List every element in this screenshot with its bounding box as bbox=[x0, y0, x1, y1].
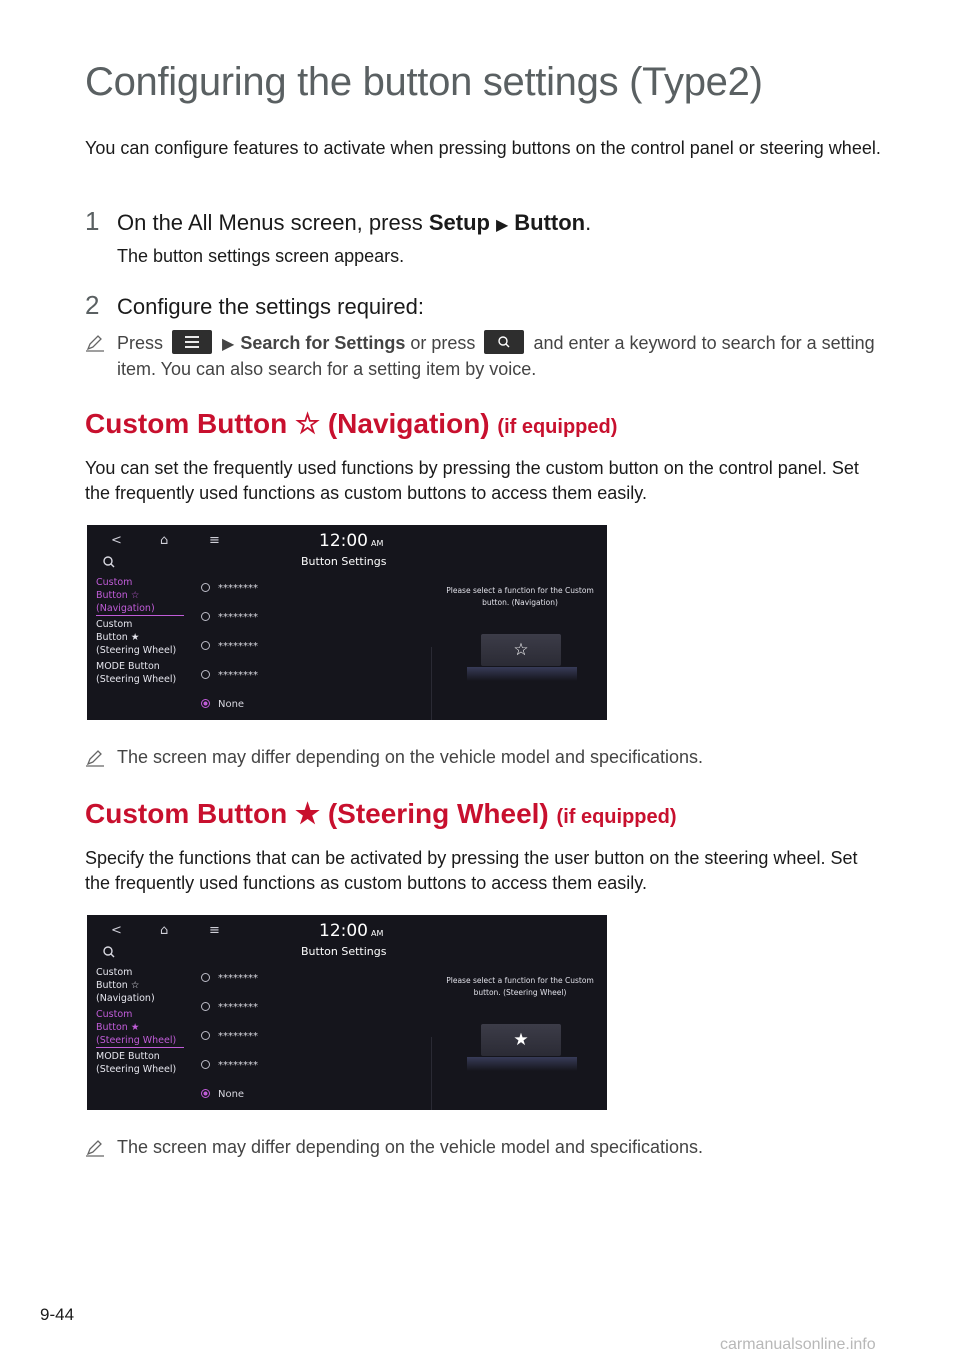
clock-time: 12:00 bbox=[319, 921, 368, 941]
option-label: ******** bbox=[218, 641, 258, 652]
sidebar-active-underline bbox=[96, 1047, 184, 1048]
option-label: ******** bbox=[218, 670, 258, 681]
radio-icon bbox=[201, 670, 210, 679]
note-text: The screen may differ depending on the vehicle model and specifications. bbox=[117, 1137, 704, 1157]
step-1-prefix: On the All Menus screen, press bbox=[117, 210, 423, 235]
screenshot-steering bbox=[87, 915, 607, 1110]
button-menu-label: Button bbox=[514, 210, 586, 235]
screenshot-navigation bbox=[87, 525, 607, 720]
note-or-press: or press bbox=[410, 333, 476, 353]
clock bbox=[319, 921, 383, 941]
clock bbox=[319, 531, 383, 551]
sidebar-item-custom-steering: Custom Button ★ (Steering Wheel) bbox=[96, 1009, 177, 1046]
pencil-note-icon bbox=[85, 332, 105, 352]
setup-menu-label: Setup bbox=[428, 210, 490, 235]
option-item bbox=[201, 583, 258, 594]
note-text: The screen may differ depending on the vehicle model and specifications. bbox=[117, 747, 704, 767]
option-item bbox=[201, 612, 258, 623]
sidebar-item-mode-button: MODE Button (Steering Wheel) bbox=[96, 661, 177, 685]
section-steering-desc: Specify the functions that can be activated by pressing the user button on the steering wheel. Set the frequently used functions as custom buttons to access them easily. bbox=[85, 848, 858, 893]
option-item bbox=[201, 641, 258, 652]
divider bbox=[431, 647, 432, 720]
back-icon: < bbox=[111, 533, 122, 548]
note-press: Press bbox=[117, 333, 164, 353]
sidebar-item-custom-steering: Custom Button ★ (Steering Wheel) bbox=[96, 619, 177, 656]
page-title: Configuring the button settings (Type2) bbox=[85, 60, 763, 104]
menu-icon bbox=[172, 330, 212, 354]
screen-title: Button Settings bbox=[301, 945, 387, 958]
option-label: ******** bbox=[218, 1002, 258, 1013]
divider bbox=[431, 1037, 432, 1110]
hint-text: Please select a function for the Custom button. (Steering Wheel) bbox=[446, 976, 594, 997]
radio-icon bbox=[201, 641, 210, 650]
pencil-note-icon bbox=[85, 1137, 105, 1157]
button-glow bbox=[467, 1057, 577, 1071]
step-1 bbox=[85, 206, 591, 237]
radio-icon bbox=[201, 583, 210, 592]
sidebar-item-custom-navigation: Custom Button ☆ (Navigation) bbox=[96, 967, 155, 1004]
step-1-suffix: . bbox=[585, 210, 592, 235]
radio-icon bbox=[201, 1031, 210, 1040]
option-label: None bbox=[218, 699, 245, 710]
intro-paragraph: You can configure features to activate when pressing buttons on the control panel or steering wheel. bbox=[85, 138, 881, 158]
if-equipped-label: (if equipped) bbox=[556, 806, 677, 828]
option-item bbox=[201, 973, 258, 984]
search-for-settings-label: Search for Settings bbox=[240, 333, 406, 353]
sidebar-active-underline bbox=[96, 615, 184, 616]
option-item bbox=[201, 1002, 258, 1013]
section-title-text: Custom Button ☆ (Navigation) bbox=[85, 408, 490, 439]
radio-icon bbox=[201, 1060, 210, 1069]
section-title-text: Custom Button ★ (Steering Wheel) bbox=[85, 798, 549, 829]
note-rest: and enter a keyword to search for a setting item. You can also search for a setting item by voice. bbox=[117, 333, 875, 379]
screen-note bbox=[85, 1135, 885, 1160]
search-note bbox=[85, 330, 885, 382]
radio-icon bbox=[201, 973, 210, 982]
search-icon bbox=[484, 330, 524, 354]
screen-note bbox=[85, 745, 885, 770]
option-label: ******** bbox=[218, 583, 258, 594]
hint-text: Please select a function for the Custom button. (Navigation) bbox=[446, 586, 594, 607]
home-icon: ⌂ bbox=[160, 533, 169, 548]
search-icon bbox=[102, 945, 116, 959]
menu-icon: ≡ bbox=[209, 533, 220, 548]
option-item-none bbox=[201, 1089, 244, 1100]
star-filled-icon: ★ bbox=[481, 1024, 561, 1056]
triangle-right-icon: ▶ bbox=[495, 217, 509, 234]
option-item bbox=[201, 1031, 258, 1042]
triangle-right-icon: ▶ bbox=[222, 336, 235, 353]
section-title-navigation bbox=[85, 407, 617, 440]
home-icon: ⌂ bbox=[160, 923, 169, 938]
step-2 bbox=[85, 290, 424, 321]
sidebar-item-mode-button: MODE Button (Steering Wheel) bbox=[96, 1051, 177, 1075]
watermark: carmanualsonline.info bbox=[720, 1336, 876, 1353]
option-label: ******** bbox=[218, 1031, 258, 1042]
section-title-steering bbox=[85, 797, 677, 830]
radio-selected-icon bbox=[201, 699, 210, 708]
option-label: ******** bbox=[218, 1060, 258, 1071]
option-label: None bbox=[218, 1089, 245, 1100]
search-icon bbox=[102, 555, 116, 569]
clock-ampm: AM bbox=[371, 929, 384, 938]
option-label: ******** bbox=[218, 973, 258, 984]
option-item bbox=[201, 1060, 258, 1071]
if-equipped-label: (if equipped) bbox=[497, 416, 618, 438]
step-number: 1 bbox=[85, 206, 100, 236]
menu-icon: ≡ bbox=[209, 923, 220, 938]
star-outline-icon: ☆ bbox=[481, 634, 561, 666]
option-item bbox=[201, 670, 258, 681]
option-label: ******** bbox=[218, 612, 258, 623]
back-icon: < bbox=[111, 923, 122, 938]
radio-icon bbox=[201, 1002, 210, 1011]
step-number: 2 bbox=[85, 290, 100, 320]
radio-icon bbox=[201, 612, 210, 621]
button-glow bbox=[467, 667, 577, 681]
pencil-note-icon bbox=[85, 747, 105, 767]
option-item-none bbox=[201, 699, 244, 710]
clock-time: 12:00 bbox=[319, 531, 368, 551]
section-navigation-desc: You can set the frequently used functions by pressing the custom button on the control panel. Set the frequently used functions as custom buttons to access them easily. bbox=[85, 458, 859, 503]
page-number: 9-44 bbox=[40, 1305, 75, 1324]
screen-title: Button Settings bbox=[301, 555, 387, 568]
sidebar-item-custom-navigation: Custom Button ☆ (Navigation) bbox=[96, 577, 155, 614]
step-1-result: The button settings screen appears. bbox=[117, 246, 405, 266]
radio-selected-icon bbox=[201, 1089, 210, 1098]
clock-ampm: AM bbox=[371, 539, 384, 548]
step-2-text: Configure the settings required: bbox=[117, 294, 424, 319]
